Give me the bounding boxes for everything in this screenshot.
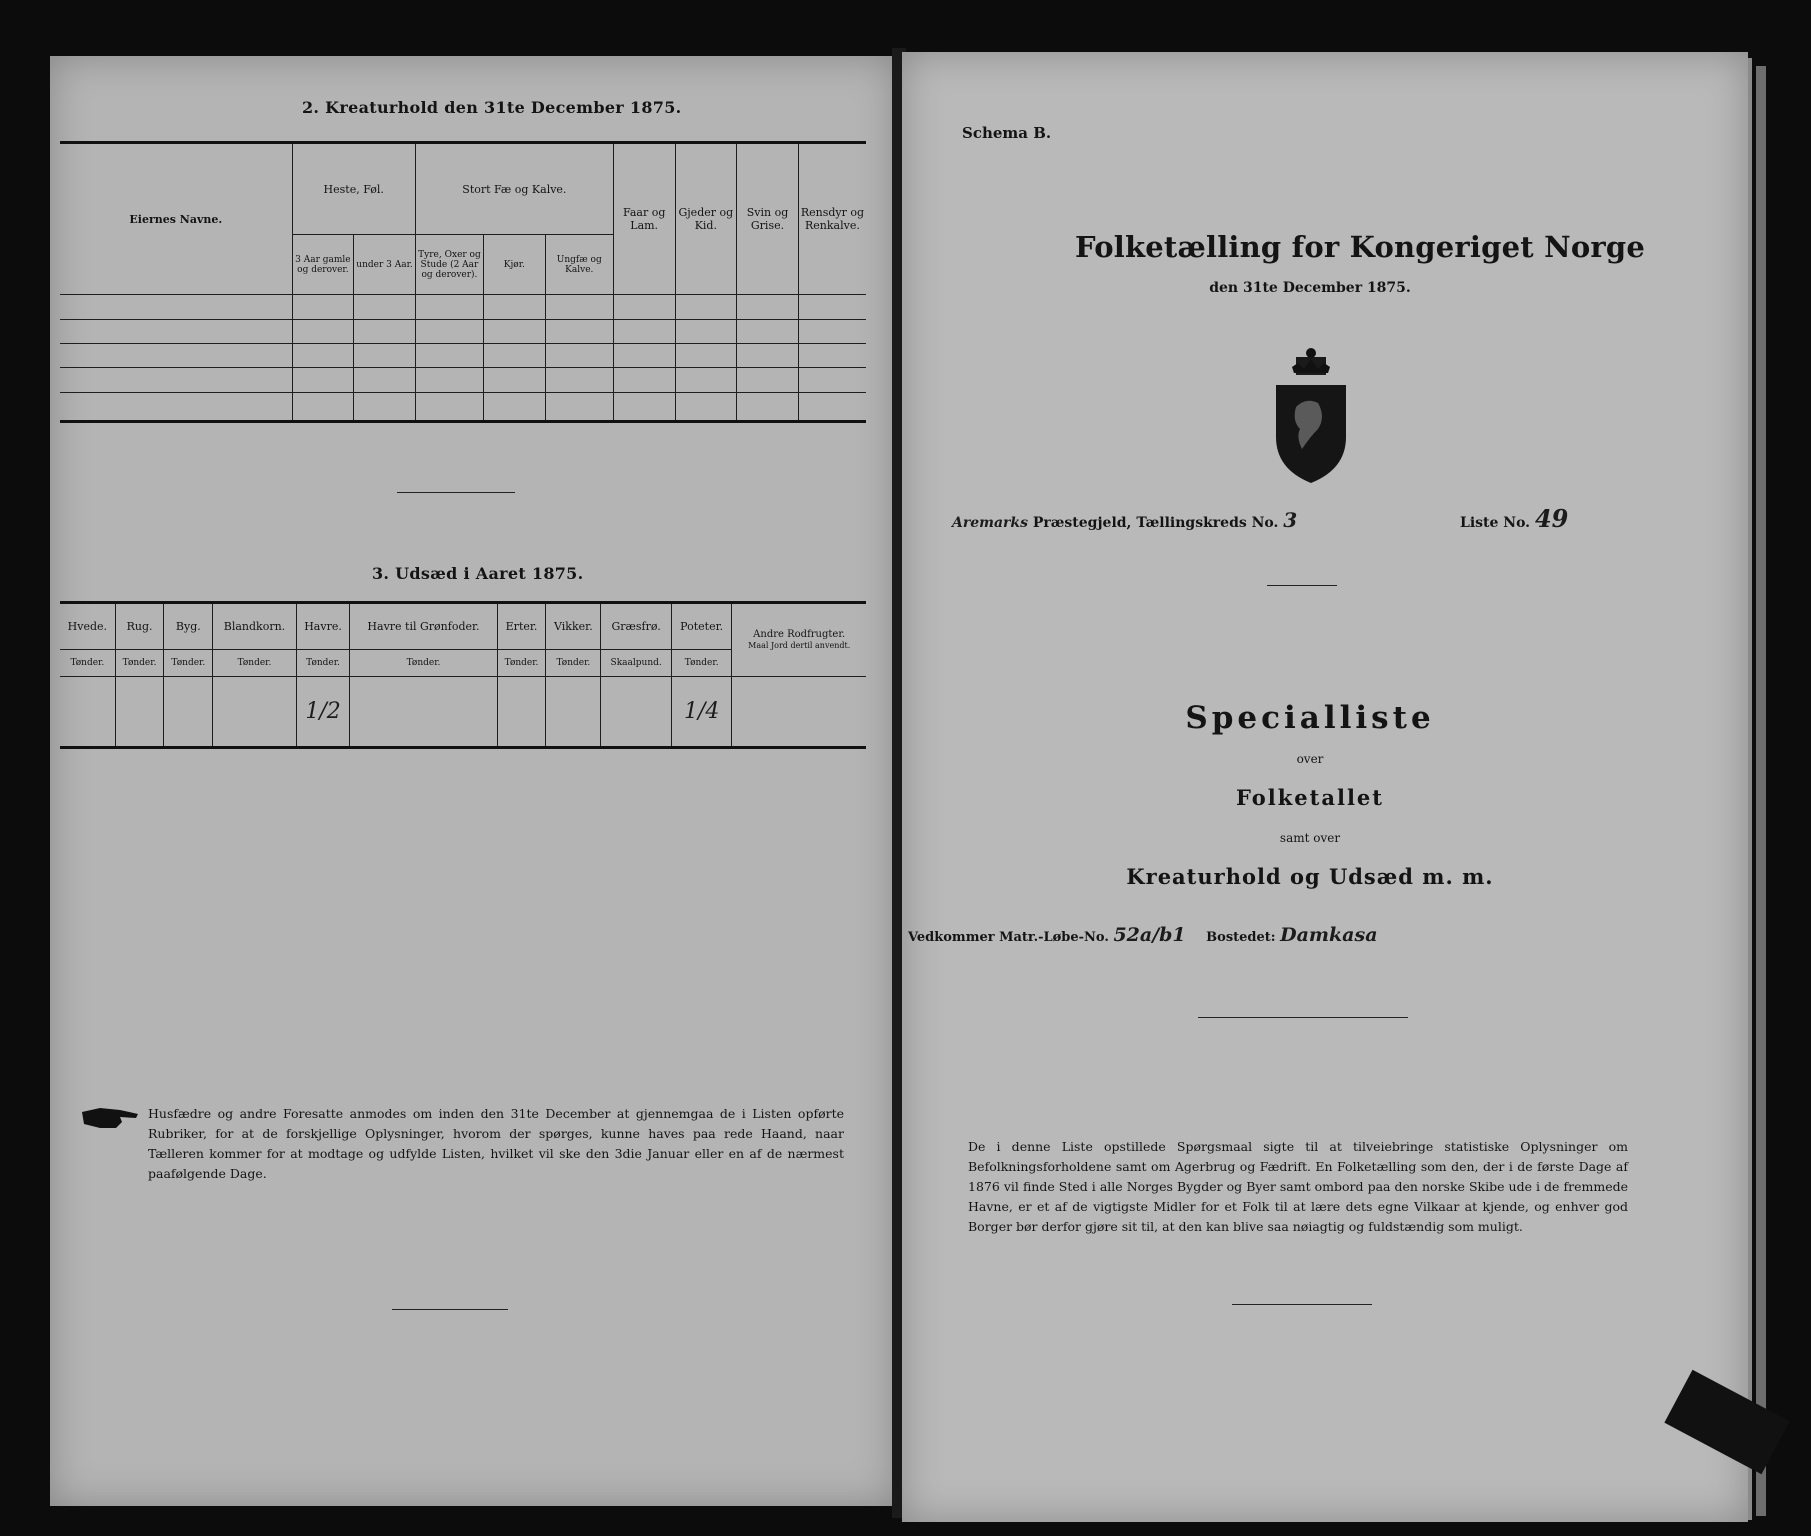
value-rodfrugter — [732, 676, 866, 747]
horses-young-header: under 3 Aar. — [354, 235, 416, 295]
unit-vikker: Tønder. — [546, 649, 601, 676]
prestegjeld-value: Aremarks — [952, 515, 1028, 531]
sowing-col-erter: Erter. — [497, 603, 546, 650]
unit-havre: Tønder. — [296, 649, 350, 676]
horses-old-header: 3 Aar gamle og derover. — [292, 235, 354, 295]
district-line — [952, 508, 1297, 532]
bosted-value: Damkasa — [1280, 924, 1378, 946]
calves-header: Ungfæ og Kalve. — [545, 235, 613, 295]
specialliste-heading: Specialliste — [1185, 700, 1435, 736]
pigs-header: Svin og Grise. — [737, 143, 799, 295]
value-blandkorn — [213, 676, 297, 747]
middle-divider — [1198, 1017, 1408, 1018]
value-poteter: 1/4 — [672, 676, 732, 747]
sowing-col-havre-gronfoder: Havre til Grønfoder. — [350, 603, 497, 650]
notice-text: Husfædre og andre Foresatte anmodes om inden den 31te December at gjennemgaa de i Listen opførte Rubriker, for at de forskjellige Oplysninger, hvorom der spørges, kunne haves paa rede Haand, naar Tælleren kommer for at modtage og udfylde Listen, hvilket vil ske den 3die Januar eller en af de nærmest paafølgende Dage. — [148, 1106, 844, 1181]
main-title: Folketælling for Kongeriget Norge — [1075, 230, 1645, 264]
right-page — [902, 52, 1748, 1522]
bosted-label: Bostedet: — [1206, 930, 1276, 945]
unit-byg: Tønder. — [164, 649, 213, 676]
sowing-col-vikker: Vikker. — [546, 603, 601, 650]
liste-value: 49 — [1534, 504, 1569, 533]
liste-line — [1460, 504, 1568, 533]
bulls-header: Tyre, Oxer og Stude (2 Aar og derover). — [415, 235, 483, 295]
value-havre: 1/2 — [296, 676, 350, 747]
title-date: den 31te December 1875. — [1209, 280, 1411, 296]
value-vikker — [546, 676, 601, 747]
value-hvede — [60, 676, 115, 747]
sowing-col-havre: Havre. — [296, 603, 350, 650]
left-page — [50, 56, 896, 1506]
title-divider — [1267, 585, 1337, 586]
matr-line — [908, 924, 1378, 946]
section-divider — [397, 492, 515, 493]
value-graesfro — [601, 676, 672, 747]
sowing-col-rug: Rug. — [115, 603, 164, 650]
coat-of-arms-icon — [1266, 337, 1356, 491]
sheep-header: Faar og Lam. — [613, 143, 675, 295]
owner-column-header: Eiernes Navne. — [60, 143, 292, 295]
kreds-label: Tællingskreds No. — [1136, 515, 1279, 531]
bottom-divider-right — [1232, 1304, 1372, 1305]
cows-header: Kjør. — [484, 235, 546, 295]
matr-value: 52a/b1 — [1113, 924, 1186, 946]
liste-label: Liste No. — [1460, 515, 1531, 531]
reindeer-header: Rensdyr og Renkalve. — [798, 143, 866, 295]
unit-poteter: Tønder. — [672, 649, 732, 676]
sowing-col-rodfrugter: Andre Rodfrugter. Maal Jord dertil anvendt. — [732, 603, 866, 677]
cattle-header: Stort Fæ og Kalve. — [415, 143, 613, 235]
sowing-col-byg: Byg. — [164, 603, 213, 650]
intro-text: De i denne Liste opstillede Spørgsmaal sigte til at tilveiebringe statistiske Oplysninger om Befolkningsforholdene samt om Agerbrug og Fædrift. En Folketælling som den, der i de første Dage af 1876 vil finde Sted i alle Norges Bygder og Byer samt ombord paa den norske Skibe ude i de fremmede Havne, er et af de vigtigste Midler for et Folk til at lære dets egne Vilkaar at kjende, og enhver god Borger bør derfor gjøre sit til, at den kan blive saa nøiagtig og fuldstændig som muligt. — [968, 1139, 1628, 1234]
unit-blandkorn: Tønder. — [213, 649, 297, 676]
section2-title: 2. Kreaturhold den 31te December 1875. — [302, 98, 682, 117]
unit-havre-gronfoder: Tønder. — [350, 649, 497, 676]
page-corner-clip — [1664, 1370, 1789, 1475]
unit-hvede: Tønder. — [60, 649, 115, 676]
schema-label: Schema B. — [962, 124, 1052, 142]
matr-label: Vedkommer Matr.-Løbe-No. — [908, 930, 1109, 945]
prestegjeld-label: Præstegjeld, — [1032, 515, 1132, 531]
samt-over-text: samt over — [1279, 831, 1341, 845]
value-havre-gronfoder — [350, 676, 497, 747]
value-rug — [115, 676, 164, 747]
value-byg — [164, 676, 213, 747]
folketallet-heading: Folketallet — [1236, 785, 1384, 810]
goats-header: Gjeder og Kid. — [675, 143, 737, 295]
pointing-hand-icon — [80, 1104, 140, 1136]
sowing-table — [60, 601, 866, 749]
unit-graesfro: Skaalpund. — [601, 649, 672, 676]
unit-erter: Tønder. — [497, 649, 546, 676]
livestock-table — [60, 141, 866, 423]
sowing-col-hvede: Hvede. — [60, 603, 115, 650]
sowing-col-blandkorn: Blandkorn. — [213, 603, 297, 650]
horses-header: Heste, Føl. — [292, 143, 415, 235]
section3-title: 3. Udsæd i Aaret 1875. — [372, 564, 584, 583]
sowing-col-graesfro: Græsfrø. — [601, 603, 672, 650]
bottom-divider — [392, 1309, 508, 1310]
value-erter — [497, 676, 546, 747]
kreaturhold-heading: Kreaturhold og Udsæd m. m. — [1126, 864, 1494, 889]
over-text: over — [1296, 752, 1324, 766]
unit-rug: Tønder. — [115, 649, 164, 676]
sowing-col-poteter: Poteter. — [672, 603, 732, 650]
kreds-value: 3 — [1283, 508, 1298, 532]
